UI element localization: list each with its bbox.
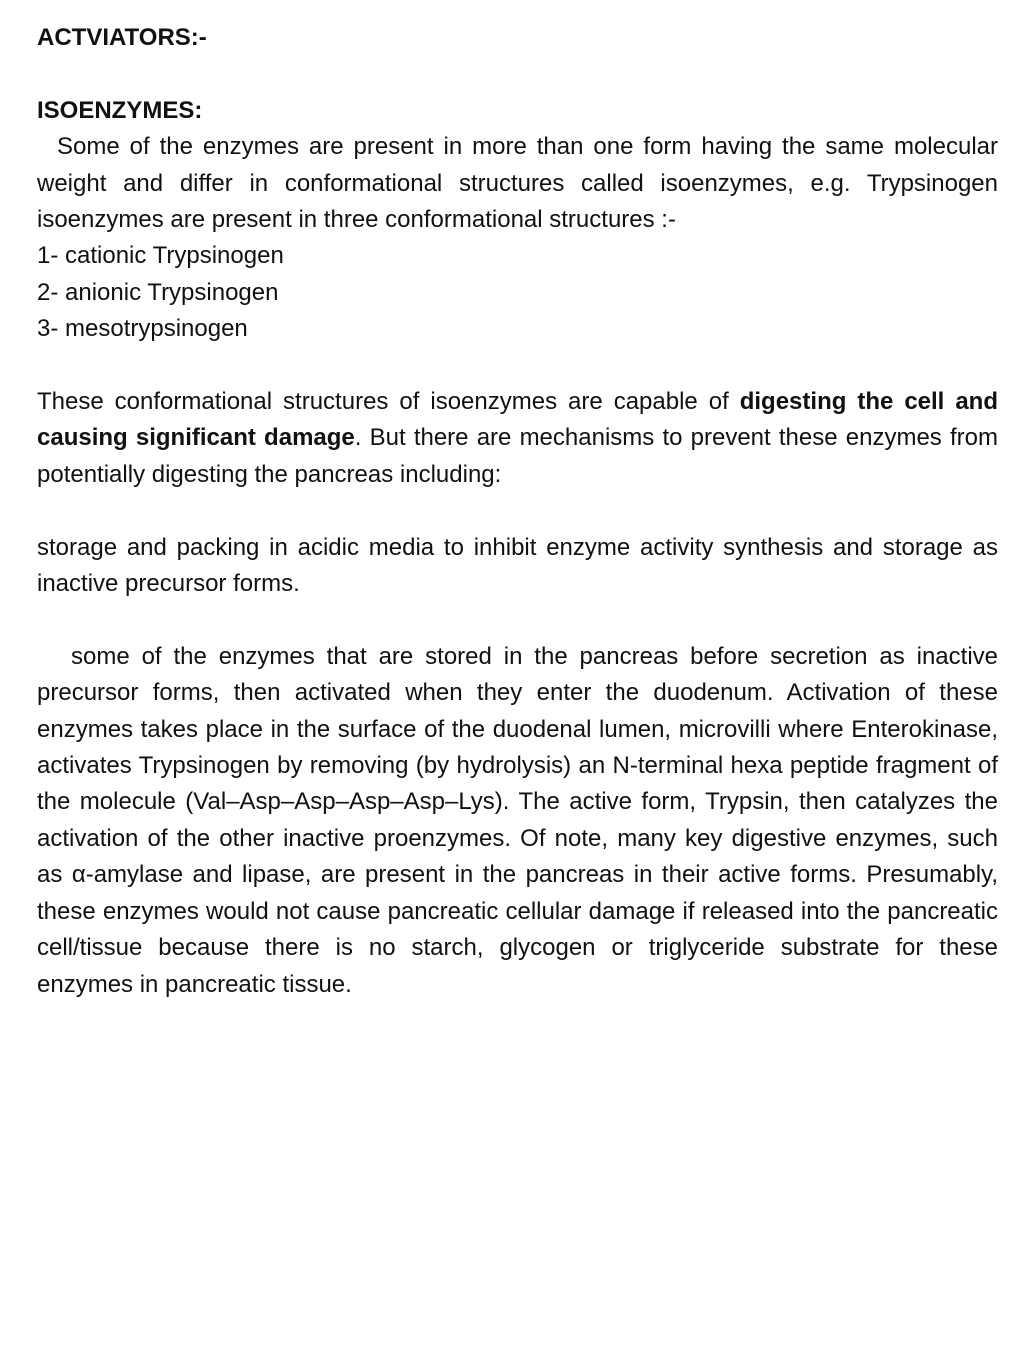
spacer (37, 493, 998, 529)
activators-heading: ACTVIATORS:- (37, 24, 207, 51)
document-page (37, 20, 998, 1003)
damage-paragraph (37, 384, 998, 493)
trypsinogen-list (37, 238, 998, 347)
damage-text-after: . But there are mechanisms to prevent these enzymes from potentially digesting the pancreas including: (37, 424, 998, 488)
list-item-cationic: 1- cationic Trypsinogen (37, 242, 284, 270)
isoenzymes-heading: ISOENZYMES: (37, 96, 203, 124)
spacer (37, 602, 998, 638)
isoenzymes-intro-paragraph: Some of the enzymes are present in more than one form having the same molecular weight and differ in conformational structures called isoenzymes, e.g. Trypsinogen isoenzymes are present in three conformational structures :- (37, 133, 998, 234)
damage-text-emphasis: digesting the cell and causing significant damage (37, 388, 998, 452)
list-item-meso: 3- mesotrypsinogen (37, 315, 248, 343)
list-item-anionic: 2- anionic Trypsinogen (37, 278, 279, 306)
storage-paragraph: storage and packing in acidic media to inhibit enzyme activity synthesis and storage as inactive precursor forms. (37, 533, 998, 598)
damage-text-before: These conformational structures of isoenzymes are capable of (37, 388, 740, 416)
spacer (37, 56, 998, 92)
spacer (37, 348, 998, 384)
activation-paragraph: some of the enzymes that are stored in the pancreas before secretion as inactive precursor forms, then activated when they enter the duodenum. Activation of these enzymes takes place in the surface of the duodenal lumen, microvilli where Enterokinase, activates Trypsinogen by removing (by hydrolysis) an N-terminal hexa peptide fragment of the molecule (Val–Asp–Asp–Asp–Asp–Lys). The active form, Trypsin, then catalyzes the activation of the other inactive proenzymes. Of note, many key digestive enzymes, such as α-amylase and lipase, are present in the pancreas in their active forms. Presumably, these enzymes would not cause pancreatic cellular damage if released into the pancreatic cell/tissue because there is no starch, glycogen or triglyceride substrate for these enzymes in pancreatic tissue. (37, 642, 998, 998)
